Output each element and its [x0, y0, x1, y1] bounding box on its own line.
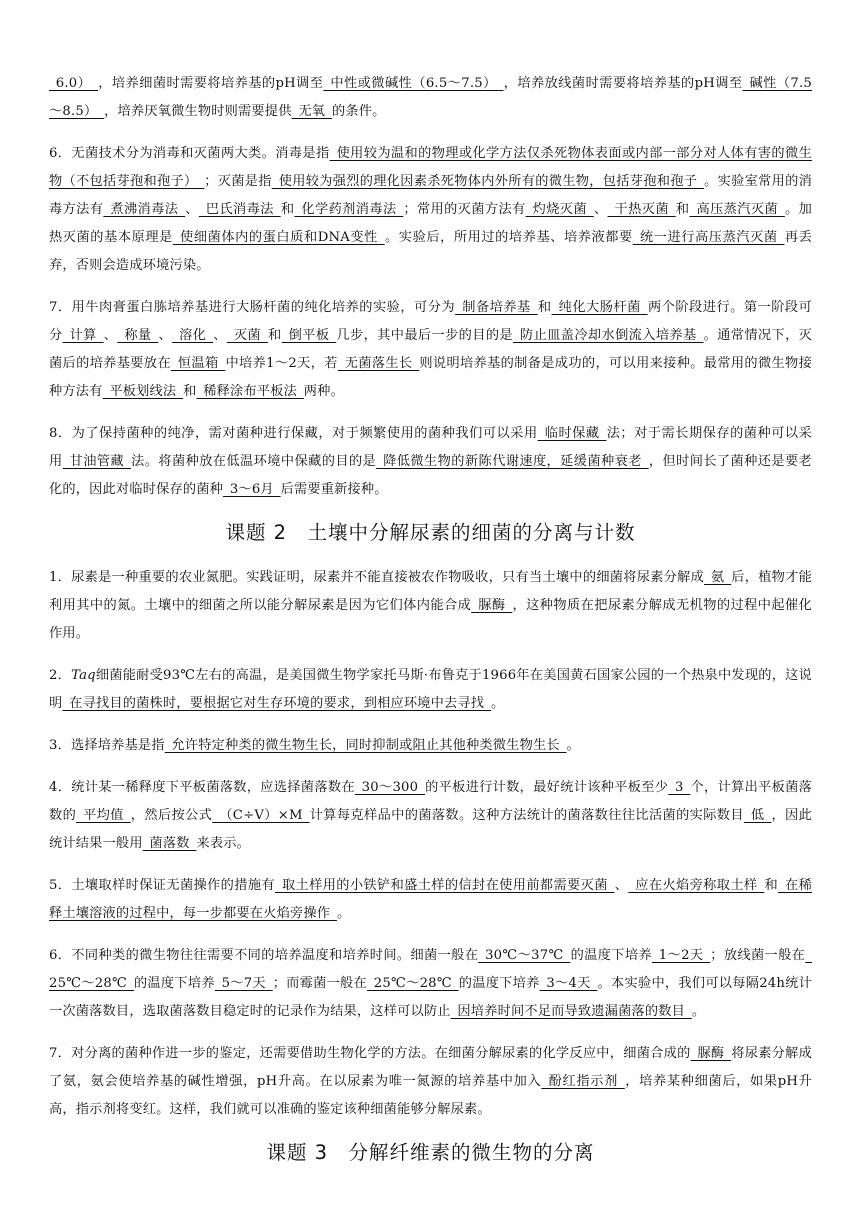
answer-blank: 6.0） — [49, 76, 99, 91]
text-run: 来表示。 — [196, 836, 251, 851]
text-run: 则说明培养基的制备是成功的，可以用来接种。最常用的微生物接种方法有 — [49, 356, 812, 399]
text-run: 8．为了保持菌种的纯净，需对菌种进行保藏，对于频繁使用的菌种我们可以采用 — [49, 426, 538, 441]
text-run: 。 — [336, 906, 351, 921]
text-run: ，培养细菌时需要将培养基的pH调至 — [98, 76, 324, 91]
answer-blank: 5～7天 — [214, 976, 273, 991]
answer-blank: 1～2天 — [652, 948, 711, 963]
answer-blank: 脲酶 — [471, 598, 513, 613]
text-run: 的温度下培养 — [570, 948, 652, 963]
topic1-item-6 — [49, 140, 812, 280]
text-run: 。本实验中，我们可以每隔24h统计一次菌落数目，选取菌落数目稳定时的记录作为结果，这样可以防止 — [49, 976, 813, 1019]
answer-blank: 纯化大肠杆菌 — [551, 300, 648, 315]
answer-blank: 防止皿盖冷却水倒流入培养基 — [513, 328, 704, 343]
answer-blank: 倒平板 — [281, 328, 337, 343]
answer-blank: 碱性（7.5～8.5） — [49, 76, 812, 119]
text-run: 和 — [675, 202, 690, 217]
text-run: 后，植物才能利用其中的氮。土壤中的细菌之所以能分解尿素是因为它们体内能合成 — [49, 570, 813, 613]
answer-blank: 稀释涂布平板法 — [196, 384, 304, 399]
text-run: 和 — [267, 328, 282, 343]
answer-blank: 菌落数 — [142, 836, 197, 851]
text-run: 7．对分离的菌种作进一步的鉴定，还需要借助生物化学的方法。在细菌分解尿素的化学反应中，细菌合成的 — [49, 1046, 691, 1061]
text-run: 2． — [49, 668, 72, 683]
text-run: 法。将菌种放在低温环境中保藏的目的是 — [130, 454, 377, 469]
answer-blank: 3 — [668, 780, 691, 795]
answer-blank: 灭菌 — [226, 328, 268, 343]
answer-blank: 25℃～28℃ — [367, 976, 459, 991]
text-run: 两个阶段进行。第一阶段可分 — [49, 300, 813, 343]
answer-blank: 灼烧灭菌 — [525, 202, 594, 217]
topic2-item-4 — [49, 774, 812, 858]
text-run: 3．选择培养基是指 — [49, 738, 165, 753]
topic2-heading: 课题 2 土壤中分解尿素的细菌的分离与计数 — [225, 521, 636, 544]
text-run: 4．统计某一稀释度下平板菌落数，应选择菌落数在 — [49, 780, 355, 795]
answer-blank: 高压蒸汽灭菌 — [689, 202, 785, 217]
answer-blank: 在寻找目的菌株时，要根据它对生存环境的要求，到相应环境中去寻找 — [62, 696, 491, 711]
topic1-item-8 — [49, 420, 812, 504]
answer-blank: 称量 — [117, 328, 159, 343]
text-run: 几步，其中最后一步的目的是 — [336, 328, 513, 343]
text-run: ，培养厌氧微生物时则需要提供 — [104, 104, 292, 119]
answer-blank: 临时保藏 — [537, 426, 607, 441]
answer-blank: 25℃～28℃ — [49, 948, 813, 991]
answer-blank: 甘油管藏 — [62, 454, 131, 469]
text-run: 。加热灭菌的基本原理是 — [49, 202, 813, 245]
answer-blank: 3～4天 — [539, 976, 598, 991]
text-run: ，培养放线菌时需要将培养基的pH调至 — [503, 76, 743, 91]
answer-blank: 取土样用的小铁铲和盛土样的信封在使用前都需要灭菌 — [274, 878, 615, 893]
text-run: ；放线菌一般在 — [710, 948, 806, 963]
answer-blank: 使细菌体内的蛋白质和DNA变性 — [172, 230, 385, 245]
italic-term: Taq — [71, 668, 96, 683]
text-run: 和 — [183, 384, 197, 399]
answer-blank: 允许特定种类的微生物生长，同时抑制或阻止其他种类微生物生长 — [164, 738, 567, 753]
text-run: 6．无菌技术分为消毒和灭菌两大类。消毒是指 — [49, 146, 330, 161]
answer-blank: 无菌落生长 — [337, 356, 420, 371]
text-run: 7．用牛肉膏蛋白胨培养基进行大肠杆菌的纯化培养的实验，可分为 — [49, 300, 456, 315]
text-run: 。 — [491, 696, 505, 711]
document-page — [49, 70, 812, 1184]
text-run: 再丢弃，否则会造成环境污染。 — [49, 230, 812, 273]
text-run: 1．尿素是一种重要的农业氮肥。实践证明，尿素并不能直接被农作物吸收，只有当土壤中的细菌将尿素分解成 — [49, 570, 705, 585]
topic2-item-1 — [49, 564, 812, 648]
text-run: 、 — [103, 328, 118, 343]
text-run: 5．土壤取样时保证无菌操作的措施有 — [49, 878, 275, 893]
answer-blank: 化学药剂消毒法 — [294, 202, 404, 217]
text-run: 。 — [691, 1004, 706, 1019]
answer-blank: （C÷V）×M — [212, 808, 310, 823]
answer-blank: 脲酶 — [690, 1046, 732, 1061]
text-run: 个，计算出平板菌落数的 — [49, 780, 812, 823]
text-run: ；灭菌是指 — [204, 174, 272, 189]
text-run: ，然后按公式 — [130, 808, 213, 823]
continuation-paragraph — [49, 70, 812, 126]
answer-blank: 在稀释土壤溶液的过程中，每一步都要在火焰旁操作 — [49, 878, 812, 921]
text-run: 、 — [158, 328, 173, 343]
text-run: 法；对于需长期保存的菌种可以采用 — [49, 426, 813, 469]
text-run: ，培养某种细菌后，如果pH升高，指示剂将变红。这样，我们就可以准确的鉴定该种细菌能够分解尿素。 — [49, 1074, 813, 1117]
answer-blank: 使用较为强烈的理化因素杀死物体内外所有的微生物，包括芽孢和孢子 — [271, 174, 704, 189]
answer-blank: 恒温箱 — [170, 356, 226, 371]
text-run: 将尿素分解成了氨，氨会使培养基的碱性增强，pH升高。在以尿素为唯一氮源的培养基中加入 — [49, 1046, 812, 1089]
answer-blank: 30℃～37℃ — [478, 948, 571, 963]
text-run: 。 — [566, 738, 580, 753]
answer-blank: 平均值 — [76, 808, 131, 823]
text-run: 和 — [537, 300, 552, 315]
answer-blank: 酚红指示剂 — [541, 1074, 625, 1089]
text-run: 的温度下培养 — [458, 976, 540, 991]
text-run: 两种。 — [303, 384, 344, 399]
answer-blank: 30～300 — [354, 780, 426, 795]
topic2-item-6 — [49, 942, 812, 1026]
text-run: 。通常情况下，灭菌后的培养基要放在 — [49, 328, 813, 371]
answer-blank: 使用较为温和的物理或化学方法仅杀死物体表面或内部一部分对人体有害的微生物（不包括芽孢和孢子） — [49, 146, 812, 189]
text-run: 。实验后，所用过的培养基、培养液都要 — [384, 230, 633, 245]
answer-blank: 低 — [743, 808, 772, 823]
answer-blank: 巴氏消毒法 — [198, 202, 281, 217]
topic2-item-2 — [49, 662, 812, 718]
answer-blank: 中性或微碱性（6.5～7.5） — [323, 76, 504, 91]
text-run: 计算每克样品中的菌落数。这种方法统计的菌落数往往比活菌的实际数目 — [309, 808, 744, 823]
answer-blank: 统一进行高压蒸汽灭菌 — [632, 230, 785, 245]
text-run: 后需要重新接种。 — [280, 482, 388, 497]
text-run: 和 — [280, 202, 295, 217]
answer-blank: 溶化 — [172, 328, 214, 343]
answer-blank: 平板划线法 — [102, 384, 184, 399]
text-run: ；常用的灭菌方法有 — [403, 202, 526, 217]
answer-blank: 3～6月 — [223, 482, 281, 497]
text-run: 的温度下培养 — [133, 976, 215, 991]
text-run: 的平板进行计数，最好统计该种平板至少 — [425, 780, 669, 795]
topic2-item-3 — [49, 732, 812, 760]
text-run: ，因此统计结果一般用 — [49, 808, 812, 851]
text-run: 和 — [764, 878, 779, 893]
answer-blank: 制备培养基 — [455, 300, 538, 315]
text-run: ，这种物质在把尿素分解成无机物的过程中起催化作用。 — [49, 598, 812, 641]
topic3-heading: 课题 3 分解纤维素的微生物的分离 — [266, 1141, 595, 1164]
topic1-item-7 — [49, 294, 812, 406]
text-run: 的条件。 — [331, 104, 386, 119]
text-run: 中培养1～2天，若 — [225, 356, 338, 371]
topic2-item-5 — [49, 872, 812, 928]
text-run: 、 — [213, 328, 227, 343]
answer-blank: 无氧 — [291, 104, 332, 119]
text-run: ，但时间长了菌种还是要老化的，因此对临时保存的菌种 — [49, 454, 813, 497]
answer-blank: 计算 — [62, 328, 104, 343]
answer-blank: 应在火焰旁称取土样 — [628, 878, 765, 893]
text-run: 细菌能耐受93℃左右的高温，是美国微生物学家托马斯·布鲁克于1966年在美国黄石国家公园的一个热泉中发现的，这说明 — [49, 668, 813, 711]
text-run: 、 — [185, 202, 199, 217]
answer-blank: 因培养时间不足而导致遗漏菌落的数目 — [450, 1004, 692, 1019]
topic2-item-7 — [49, 1040, 812, 1124]
text-run: 6．不同种类的微生物往往需要不同的培养温度和培养时间。细菌一般在 — [49, 948, 479, 963]
text-run: 。实验室常用的消毒方法有 — [49, 174, 812, 217]
text-run: 、 — [614, 878, 629, 893]
answer-blank: 干热灭菌 — [607, 202, 676, 217]
text-run: ；而霉菌一般在 — [272, 976, 367, 991]
answer-blank: 氨 — [704, 570, 732, 585]
text-run: 、 — [593, 202, 608, 217]
answer-blank: 煮沸消毒法 — [103, 202, 186, 217]
answer-blank: 降低微生物的新陈代谢速度，延缓菌种衰老 — [376, 454, 649, 469]
